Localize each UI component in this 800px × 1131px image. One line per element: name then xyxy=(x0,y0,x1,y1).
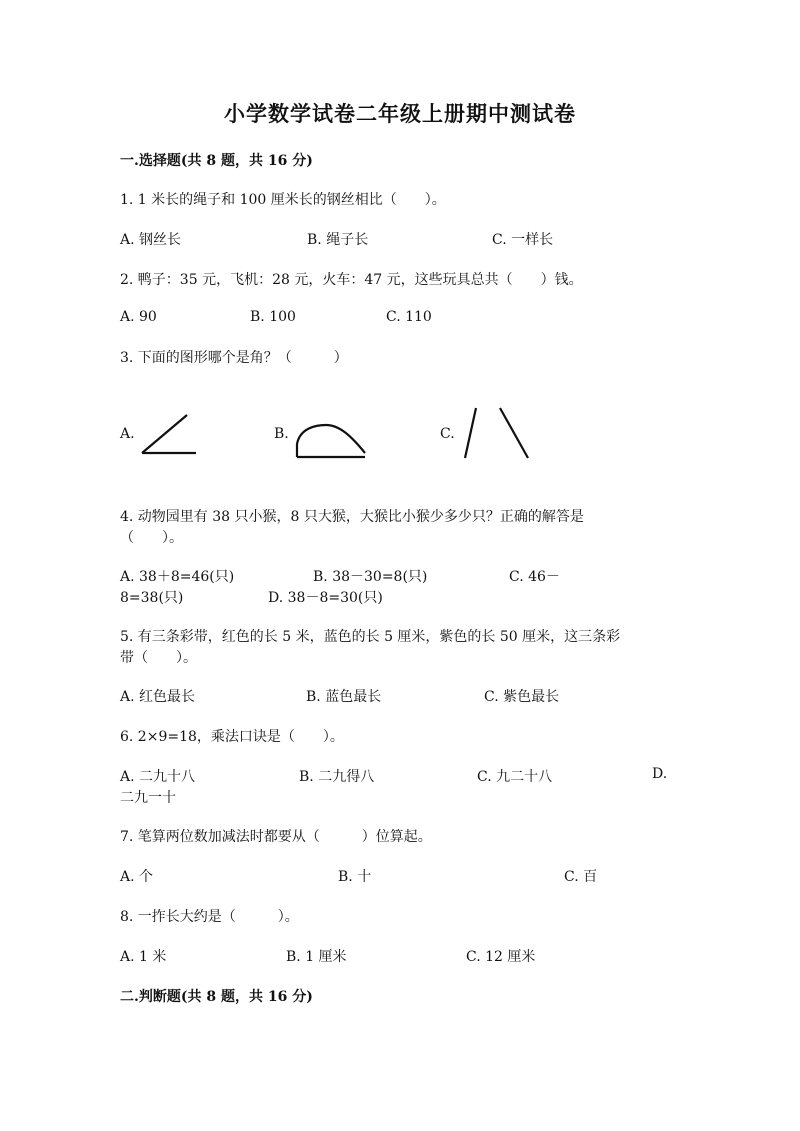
q8-option-a: A. 1 米 xyxy=(120,949,167,965)
question-7: 7. 笔算两位数加减法时都要从（ ）位算起。 xyxy=(120,829,432,845)
q5-option-c: C. 紫色最长 xyxy=(484,689,560,705)
q8-option-b: B. 1 厘米 xyxy=(286,949,347,965)
question-5-line-2: 带（ ）。 xyxy=(120,650,197,666)
question-8: 8. 一拃长大约是（ ）。 xyxy=(120,909,299,925)
question-4-line-1: 4. 动物园里有 38 只小猴，8 只大猴，大猴比小猴少多少只？正确的解答是 xyxy=(120,509,584,525)
q6-option-a: A. 二九十八 xyxy=(120,769,196,785)
q6-option-b: B. 二九得八 xyxy=(299,769,375,785)
q4-option-d: D. 38－8=30(只) xyxy=(268,590,383,606)
question-1: 1. 1 米长的绳子和 100 厘米长的钢丝相比（ ）。 xyxy=(120,192,446,208)
q4-option-b: B. 38－30=8(只) xyxy=(313,569,428,585)
section-heading-judgment: 二.判断题(共 8 题，共 16 分) xyxy=(120,989,313,1005)
angle-figure xyxy=(140,412,200,458)
question-3: 3. 下面的图形哪个是角？（ ） xyxy=(120,350,348,366)
q3-option-b: B. xyxy=(274,426,289,442)
q2-option-c: C. 110 xyxy=(386,309,432,325)
question-2: 2. 鸭子：35 元，飞机：28 元，火车：47 元，这些玩具总共（ ）钱。 xyxy=(120,272,583,288)
q3-option-a: A. xyxy=(120,426,135,442)
q7-option-c: C. 百 xyxy=(564,869,598,885)
q6-option-c: C. 九二十八 xyxy=(477,769,553,785)
q8-option-c: C. 12 厘米 xyxy=(466,949,536,965)
q4-option-a: A. 38＋8=46(只) xyxy=(120,569,235,585)
section-heading-choice: 一.选择题(共 8 题，共 16 分) xyxy=(120,153,313,169)
page-title: 小学数学试卷二年级上册期中测试卷 xyxy=(224,101,576,126)
q2-option-b: B. 100 xyxy=(250,309,296,325)
two-lines-figure xyxy=(460,404,532,462)
curve-shape-figure xyxy=(294,422,368,460)
q4-option-c-continued: 8=38(只) xyxy=(120,590,184,606)
q3-option-c: C. xyxy=(440,426,455,442)
q4-option-c: C. 46－ xyxy=(509,569,560,585)
q1-option-c: C. 一样长 xyxy=(492,232,554,248)
q1-option-b: B. 绳子长 xyxy=(307,232,369,248)
q6-option-d-continued: 二九一十 xyxy=(120,790,176,806)
q6-option-d: D. xyxy=(652,766,668,782)
q7-option-a: A. 个 xyxy=(120,869,154,885)
q2-option-a: A. 90 xyxy=(120,309,157,325)
q5-option-a: A. 红色最长 xyxy=(120,689,196,705)
q5-option-b: B. 蓝色最长 xyxy=(306,689,382,705)
question-6: 6. 2×9=18，乘法口诀是（ ）。 xyxy=(120,729,344,745)
question-4-line-2: （ ）。 xyxy=(120,530,183,546)
q7-option-b: B. 十 xyxy=(338,869,372,885)
question-5-line-1: 5. 有三条彩带，红色的长 5 米，蓝色的长 5 厘米，紫色的长 50 厘米，这三条彩 xyxy=(120,629,621,645)
q1-option-a: A. 钢丝长 xyxy=(120,232,182,248)
